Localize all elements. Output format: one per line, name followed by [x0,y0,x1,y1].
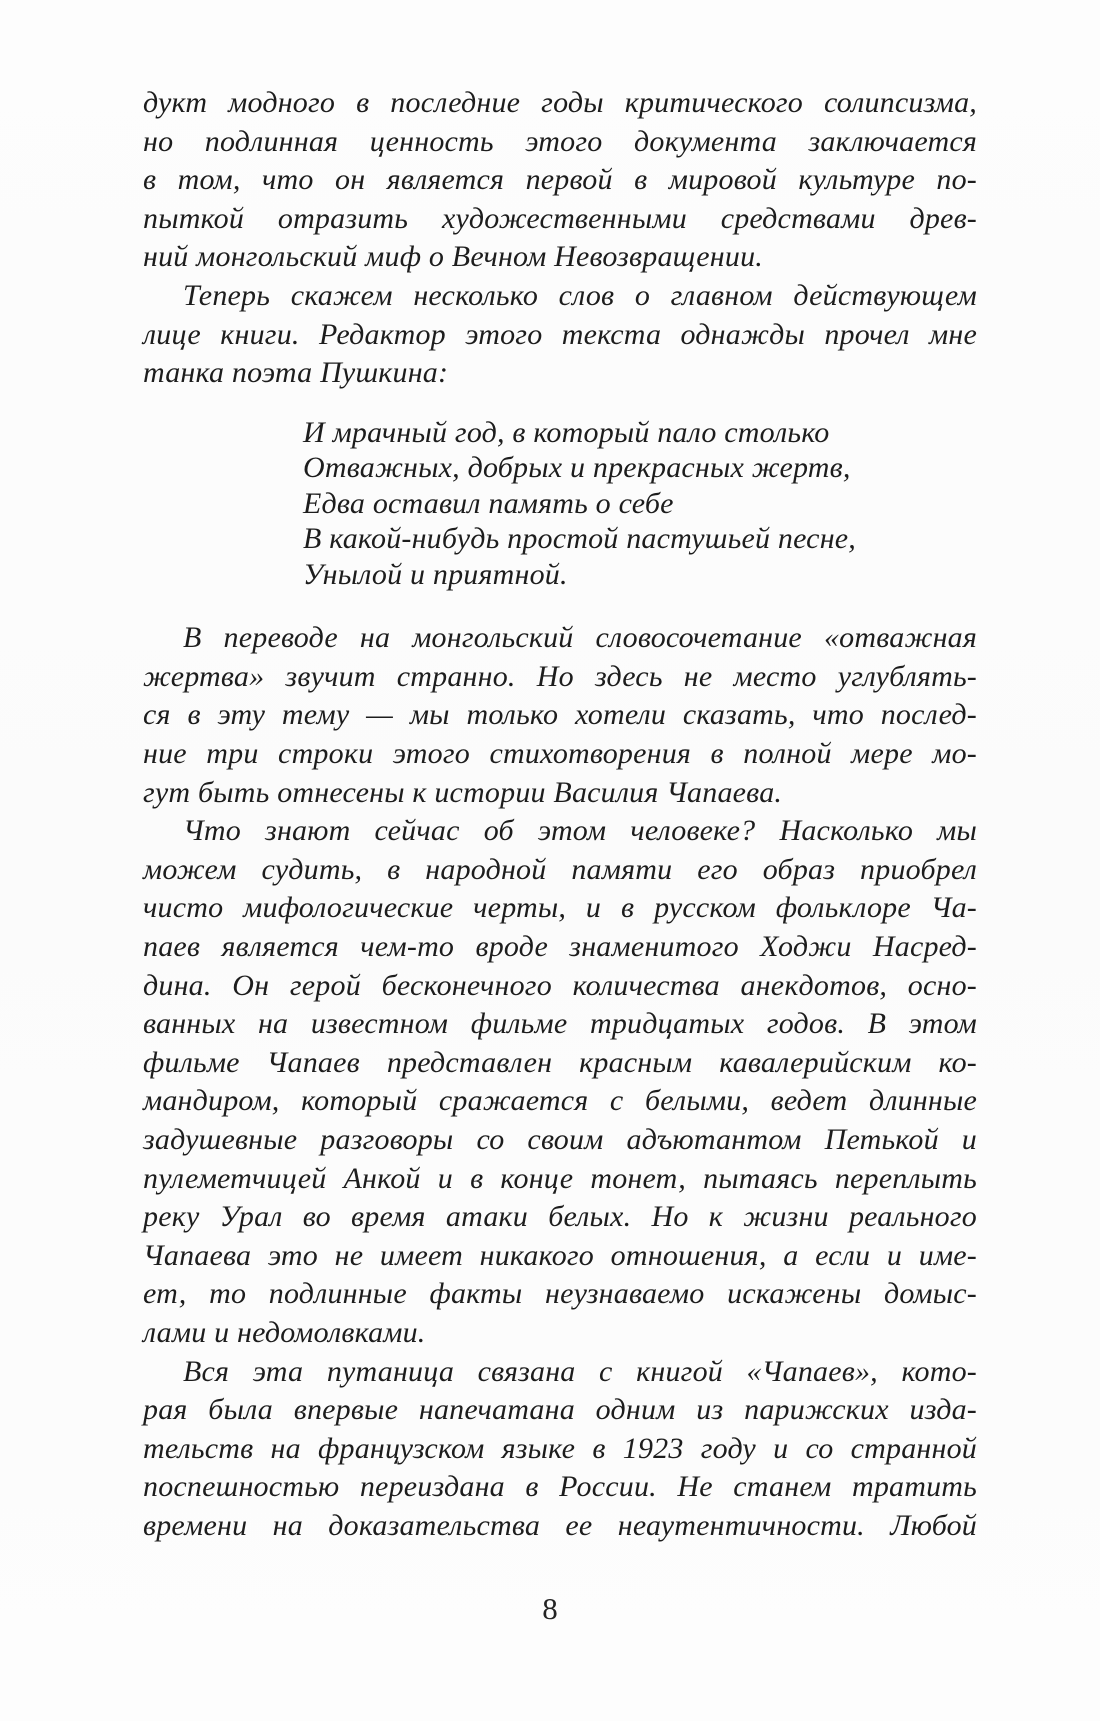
text-line: Вся эта путаница связана с книгой «Чапаев», кото- [183,1354,977,1388]
verse-line: В какой-нибудь простой пастушьей песне, [303,522,857,556]
text-line: жертва» звучит странно. Но здесь не место углублять- [143,659,977,693]
text-line: мандиром, который сражается с белыми, ведет длинные [143,1084,977,1118]
text-line: В переводе на монгольский словосочетание «отважная [183,621,977,655]
text-line: лами и недомолвками. [143,1315,426,1349]
text-line: дина. Он герой бесконечного количества анекдотов, осно- [143,968,977,1002]
text-line: ванных на известном фильме тридцатых годов. В этом [143,1007,977,1041]
text-line: фильме Чапаев представлен красным кавалерийским ко- [143,1045,977,1079]
text-line: тельств на французском языке в 1923 году и со странной [143,1431,977,1465]
text-line: Что знают сейчас об этом человеке? Насколько мы [183,814,977,848]
text-line: реку Урал во время атаки белых. Но к жизни реального [143,1200,977,1234]
text-line: рая была впервые напечатана одним из парижских изда- [143,1393,977,1427]
text-block [143,84,977,1546]
text-line: танка поэта Пушкина: [143,356,449,390]
paragraph [143,1353,977,1546]
text-line: чисто мифологические черты, и в русском фольклоре Ча- [143,891,977,925]
text-line: паев является чем-то вроде знаменитого Ходжи Насред- [143,930,977,963]
paragraph [143,812,977,1352]
text-line: ет, то подлинные факты неузнаваемо искажены домыс- [143,1277,977,1311]
text-line: Чапаева это не имеет никакого отношения, а если и име- [143,1238,977,1272]
verse-line: Отважных, добрых и прекрасных жертв, [303,451,851,485]
paragraph [143,84,977,277]
text-line: лице книги. Редактор этого текста однажды прочел мне [143,317,977,351]
text-line: ся в эту тему — мы только хотели сказать, что послед- [143,698,977,732]
text-line: времени на доказательства ее неаутентичности. Любой [143,1508,977,1542]
text-line: гут быть отнесены к истории Василия Чапаева. [143,775,783,809]
text-line: можем судить, в народной памяти его образ приобрел [143,852,977,886]
text-line: Теперь скажем несколько слов о главном действующем [183,278,977,312]
text-line: поспешностью переиздана в России. Не станем тратить [143,1470,977,1504]
text-line: дукт модного в последние годы критического солипсизма, [143,86,977,119]
verse-line: Унылой и приятной. [303,557,568,591]
text-line: задушевные разговоры со своим адъютантом Петькой и [143,1122,977,1156]
verse-line: Едва оставил память о себе [303,486,674,520]
text-line: ний монгольский миф о Вечном Невозвращении. [143,240,763,274]
text-line: но подлинная ценность этого документа заключается [143,124,977,158]
text-line: ние три строки этого стихотворения в полной мере мо- [143,737,977,771]
text-line: в том, что он является первой в мировой культуре по- [143,163,977,197]
paragraph [143,619,977,812]
text-line: пыткой отразить художественными средствами древ- [143,201,977,235]
page-number: 8 [542,1591,558,1626]
text-line: пулеметчицей Анкой и в конце тонет, пытаясь переплыть [143,1161,977,1195]
paragraph [143,277,977,393]
verse-line: И мрачный год, в который пало столько [303,415,830,449]
verse-block [303,415,977,593]
